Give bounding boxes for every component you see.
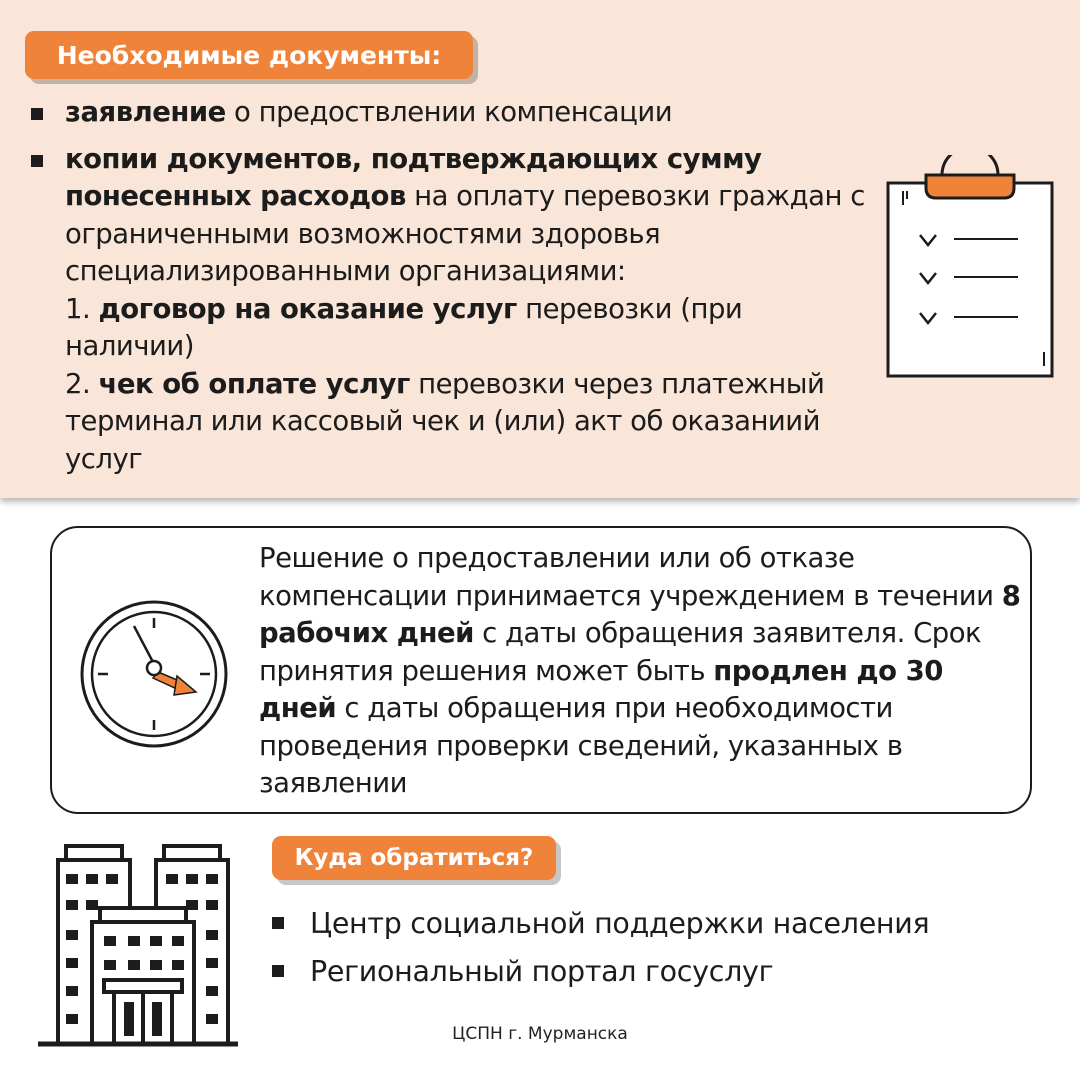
decision-text-part2: с даты обращения заявителя. Срок принятия решения может быть <box>259 617 982 687</box>
subitem-1-bold: договор на оказание услуг <box>98 292 517 325</box>
where-to-apply-list <box>310 900 1050 996</box>
documents-list <box>65 94 865 478</box>
list-item <box>310 900 1050 948</box>
subitem-1-number: 1. <box>65 292 99 325</box>
decision-text <box>259 540 1029 803</box>
document-item-expense-copies <box>65 141 865 479</box>
clock-icon <box>78 598 230 750</box>
document-item-application-bold: заявление <box>65 96 226 128</box>
document-item-expense-bold: копии документов, подтверждающих сумму понесенных расходов <box>65 142 762 212</box>
where-item-label: Центр социальной поддержки населения <box>310 907 930 940</box>
bullet-marker <box>272 965 284 977</box>
decision-text-part1: Решение о предоставлении или об отказе компенсации принимается учреждением в течении <box>259 542 1002 612</box>
documents-heading: Необходимые документы: <box>25 31 473 79</box>
decision-deadline-bold: 8 рабочих дней <box>259 579 1021 649</box>
document-item-application-text: о предоствлении компенсации <box>225 96 673 128</box>
bullet-marker <box>31 155 43 167</box>
subitem-2-number: 2. <box>65 367 99 400</box>
subitem-2-text: перевозки через платежный терминал или кассовый чек и (или) акт об оказаниий услуг <box>65 367 825 475</box>
bullet-marker <box>272 917 284 929</box>
building-icon <box>38 840 238 1050</box>
bullet-marker <box>31 108 43 120</box>
footer-caption: ЦСПН г. Мурманска <box>452 1024 628 1044</box>
where-to-apply-heading: Куда обратиться? <box>272 836 556 880</box>
decision-extension-bold: продлен до 30 дней <box>259 654 943 724</box>
decision-text-part3: с даты обращения при необходимости проведения проверки сведений, указанных в заявлении <box>259 692 903 799</box>
list-item <box>310 948 1050 996</box>
subitem-2-bold: чек об оплате услуг <box>98 367 410 400</box>
document-item-expense-text: на оплату перевозки граждан с ограниченными возможностями здоровья специализированными организациями: <box>65 180 865 287</box>
clipboard-checklist-icon <box>884 155 1056 383</box>
where-item-label: Региональный портал госуслуг <box>310 955 774 988</box>
document-item-application <box>65 94 865 132</box>
subitem-1-text: перевозки (при наличии) <box>65 292 743 362</box>
